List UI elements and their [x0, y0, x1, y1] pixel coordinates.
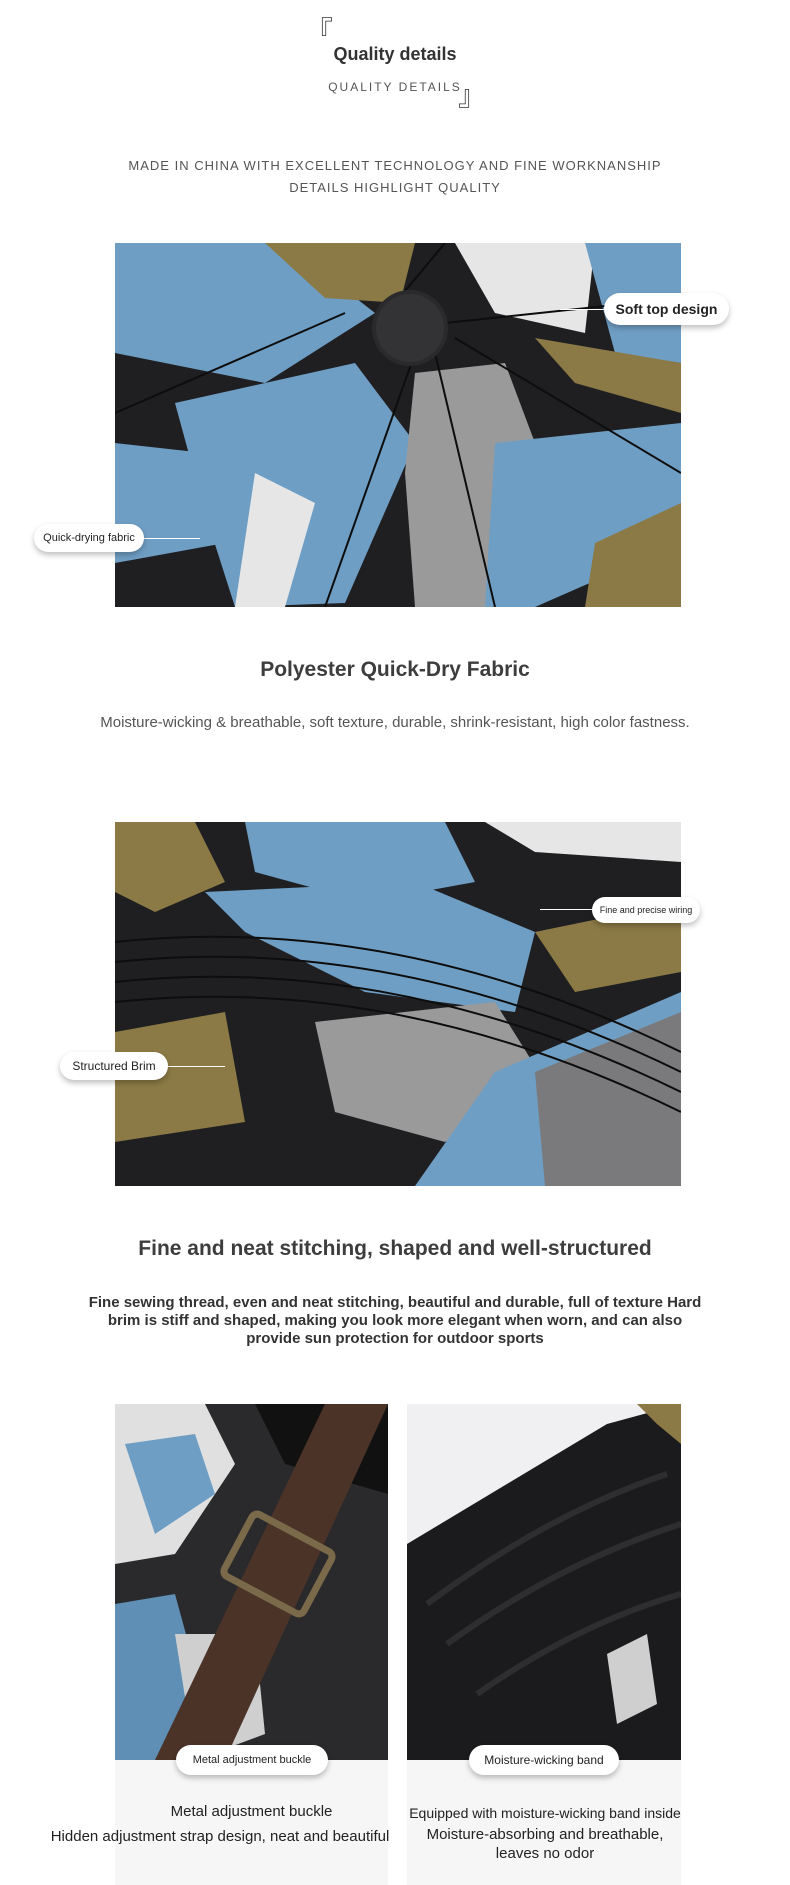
callout-quick-drying: Quick-drying fabric: [34, 524, 144, 552]
header-title: Quality details: [333, 44, 457, 64]
buckle-caption-panel: [115, 1760, 388, 1885]
intro-line-2: DETAILS HIGHLIGHT QUALITY: [289, 180, 501, 195]
callout-structured-brim: Structured Brim: [60, 1052, 168, 1080]
header-subtitle: QUALITY DETAILS: [328, 80, 462, 94]
leader-line: [540, 909, 600, 910]
leader-line: [560, 309, 610, 310]
band-caption-panel: [407, 1760, 681, 1885]
intro-text: [0, 155, 790, 199]
callout-fine-wiring: Fine and precise wiring: [592, 897, 700, 923]
section2-description: Fine sewing thread, even and neat stitching, beautiful and durable, full of texture Hard brim is stiff and shaped, making you look more elegant when worn, and can also provide sun protection for outdoor sports: [88, 1294, 702, 1347]
cap-top-photo: [115, 243, 681, 607]
buckle-caption-title: Metal adjustment buckle: [170, 1803, 333, 1820]
band-photo: [407, 1404, 681, 1760]
cap-brim-photo: [115, 822, 681, 1186]
buckle-photo: [115, 1404, 388, 1760]
bracket-close: 』: [458, 79, 487, 112]
callout-soft-top: Soft top design: [604, 293, 729, 325]
bracket-open: 『: [305, 15, 334, 48]
intro-line-1: MADE IN CHINA WITH EXCELLENT TECHNOLOGY AND FINE WORKNANSHIP: [128, 158, 662, 173]
leader-line: [160, 1066, 225, 1067]
section1-title: Polyester Quick-Dry Fabric: [260, 658, 530, 681]
pill-moisture-band: Moisture-wicking band: [469, 1745, 619, 1775]
band-caption-title: Equipped with moisture-wicking band inside: [409, 1805, 681, 1821]
leader-line: [140, 538, 200, 539]
section1-description: Moisture-wicking & breathable, soft texture, durable, shrink-resistant, high color fastness.: [100, 714, 690, 731]
buckle-caption-text: Hidden adjustment strap design, neat and beautiful: [50, 1828, 390, 1845]
band-caption-text: Moisture-absorbing and breathable, leaves no odor: [426, 1826, 664, 1862]
section2-title: Fine and neat stitching, shaped and well-structured: [138, 1237, 652, 1260]
pill-metal-buckle: Metal adjustment buckle: [176, 1745, 328, 1775]
